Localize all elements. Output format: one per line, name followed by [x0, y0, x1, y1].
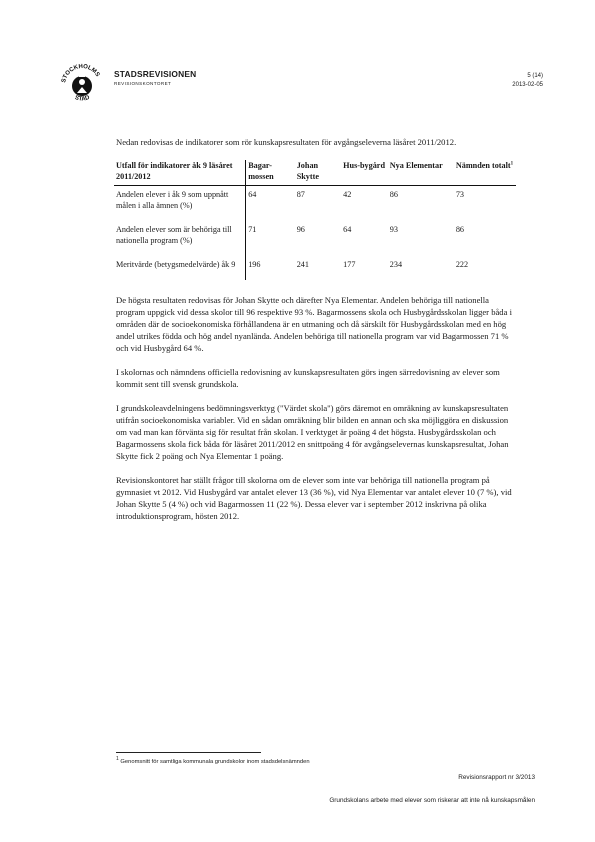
results-table: [114, 160, 516, 280]
table-cell: 64: [248, 190, 257, 199]
table-header-nya-elementar: Nya Elementar: [389, 161, 443, 170]
body-paragraph: I grundskoleavdelningens bedömningsverktyg ("Värdet skola") görs däremot en omräkning av kunskapsresultaten utifrån socioekonomiska variabler. Vid en sådan omräkning blir bilden en annan och ska möjliggöra en diskussion om vad man kan förvänta sig för resultat från skolan. I verktyget är poäng 4 det högsta. Husbygårdsskolan och Bagarmossens skola fick båda för läsåret 2011/2012 en snittpoäng 4 för avgångselevernas kunskapsresultat, Johan Skytte fick 2 poäng och Nya Elementar 1 poäng.: [116, 403, 509, 461]
footer-report-number: Revisionsrapport nr 3/2013: [458, 774, 535, 781]
table-row: [114, 221, 516, 256]
footnote-marker: 1: [510, 161, 514, 167]
footnote: [116, 756, 310, 765]
row-label: Meritvärde (betygsmedelvärde) åk 9: [114, 256, 246, 280]
table-cell: 73: [455, 190, 464, 199]
table-cell: 64: [343, 225, 352, 234]
table-header-indicator: Utfall för indikatorer åk 9 läsåret 2011/2012: [114, 160, 246, 186]
footnote-text: Genomsnitt för samtliga kommunala grundskolor inom stadsdelsnämnden: [120, 759, 310, 765]
body-paragraph: De högsta resultaten redovisas för Johan Skytte och därefter Nya Elementar. Andelen behöriga till nationella program uppgick vid dessa skolor till 96 respektive 93 %. Bagarmossens skola och Husbygårdsskolan ligger båda i områden där de socioekonomiska förhållandena är en utmaning och då särskilt för Husbygårdsskolan med en hög andel utrikes födda och hög andel nyanlända. Andelen behöriga till nationella program var vid Bagarmossen 71 % och vid Husbygård 64 %.: [116, 295, 512, 353]
stockholm-crest-logo: [57, 60, 107, 110]
org-subtitle: REVISIONSKONTORET: [114, 81, 172, 86]
table-row: [114, 256, 516, 280]
table-cell: 96: [296, 225, 305, 234]
table-header-husbygard: Hus-bygård: [343, 161, 385, 170]
table-header-bagarmossen: Bagar-mossen: [248, 161, 274, 181]
page-number: 5 (14): [527, 73, 543, 79]
table-cell: 234: [389, 260, 403, 269]
table-header-row: [114, 160, 516, 186]
table-header-namnden-totalt: [454, 160, 516, 186]
svg-text:STAD: STAD: [73, 94, 91, 103]
table-cell: 86: [455, 225, 464, 234]
table-header-johan-skytte: Johan Skytte: [296, 161, 319, 181]
table-cell: 87: [296, 190, 305, 199]
table-cell: 196: [248, 260, 261, 269]
intro-paragraph: Nedan redovisas de indikatorer som rör kunskapsresultaten för avgångseleverna läsåret 2011/2012.: [116, 137, 457, 147]
table-cell: 177: [343, 260, 356, 269]
body-paragraph: I skolornas och nämndens officiella redovisning av kunskapsresultaten görs ingen särredovisning av elever som kommit sent till svensk grundskola.: [116, 367, 500, 389]
organization-block: [114, 69, 196, 86]
row-label: Andelen elever som är behöriga till nationella program (%): [114, 221, 246, 256]
table-cell: 241: [296, 260, 309, 269]
table-row: [114, 186, 516, 222]
org-name: STADSREVISIONEN: [114, 69, 197, 79]
table-cell: 86: [389, 190, 398, 199]
table-cell: 222: [455, 260, 469, 269]
main-content: [116, 136, 516, 534]
row-label: Andelen elever i åk 9 som uppnått målen i alla ämnen (%): [114, 186, 246, 222]
footer-report-title: Grundskolans arbete med elever som riskerar att inte nå kunskapsmålen: [329, 797, 535, 804]
body-paragraph: Revisionskontoret har ställt frågor till skolorna om de elever som inte var behöriga till nationella program på gymnasiet vt 2012. Vid Husbygård var antalet elever 13 (36 %), vid Nya Elementar var antalet elever 10 (7 %), vid Johan Skytte 5 (4 %) och vid Bagarmossen 11 (22 %). Dessa elever var i september 2012 inskrivna på olika introduktionsprogram, hösten 2012.: [116, 475, 512, 521]
header-text: Nämnden totalt: [455, 161, 511, 170]
table-cell: 93: [389, 225, 398, 234]
footnote-divider: [116, 752, 261, 753]
document-date: 2013-02-05: [512, 82, 543, 88]
table-cell: 42: [343, 190, 352, 199]
table-cell: 71: [248, 225, 257, 234]
footnote-number: 1: [116, 756, 119, 763]
page-info: [512, 72, 543, 90]
svg-text:STOCKHOLMS: STOCKHOLMS: [61, 63, 101, 84]
